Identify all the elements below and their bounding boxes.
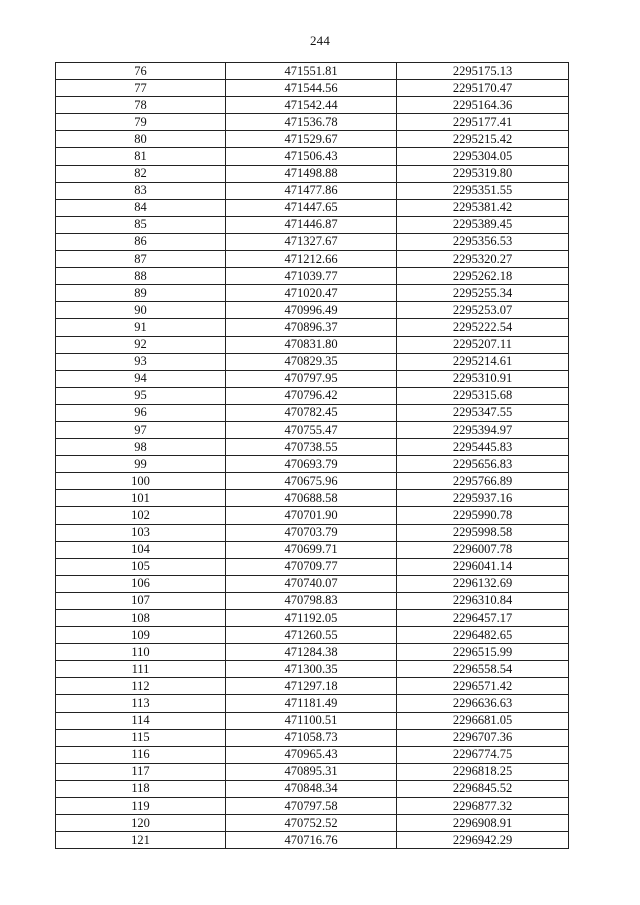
coordinates-table-body: [56, 63, 569, 849]
y-coordinate-cell: 2296310.84: [397, 592, 569, 609]
point-number-cell: 89: [56, 285, 226, 302]
y-coordinate-cell: 2296818.25: [397, 763, 569, 780]
y-coordinate-cell: 2296041.14: [397, 558, 569, 575]
x-coordinate-cell: 471284.38: [226, 644, 397, 661]
point-number-cell: 115: [56, 729, 226, 746]
x-coordinate-cell: 470829.35: [226, 353, 397, 370]
point-number-cell: 99: [56, 456, 226, 473]
table-row: [56, 319, 569, 336]
point-number-cell: 94: [56, 370, 226, 387]
table-row: [56, 541, 569, 558]
y-coordinate-cell: 2295389.45: [397, 216, 569, 233]
y-coordinate-cell: 2295214.61: [397, 353, 569, 370]
x-coordinate-cell: 471536.78: [226, 114, 397, 131]
table-row: [56, 832, 569, 849]
x-coordinate-cell: 470848.34: [226, 780, 397, 797]
y-coordinate-cell: 2295937.16: [397, 490, 569, 507]
table-row: [56, 678, 569, 695]
point-number-cell: 120: [56, 815, 226, 832]
page-number: 244: [309, 33, 331, 48]
y-coordinate-cell: 2295990.78: [397, 507, 569, 524]
table-row: [56, 421, 569, 438]
table-row: [56, 80, 569, 97]
y-coordinate-cell: 2295319.80: [397, 165, 569, 182]
point-number-cell: 102: [56, 507, 226, 524]
x-coordinate-cell: 471446.87: [226, 216, 397, 233]
table-row: [56, 182, 569, 199]
x-coordinate-cell: 471181.49: [226, 695, 397, 712]
point-number-cell: 78: [56, 97, 226, 114]
x-coordinate-cell: 471260.55: [226, 627, 397, 644]
table-row: [56, 575, 569, 592]
table-row: [56, 251, 569, 268]
point-number-cell: 76: [56, 63, 226, 80]
x-coordinate-cell: 470797.58: [226, 798, 397, 815]
point-number-cell: 112: [56, 678, 226, 695]
point-number-cell: 80: [56, 131, 226, 148]
table-row: [56, 661, 569, 678]
x-coordinate-cell: 471551.81: [226, 63, 397, 80]
x-coordinate-cell: 470699.71: [226, 541, 397, 558]
table-row: [56, 558, 569, 575]
x-coordinate-cell: 471498.88: [226, 165, 397, 182]
point-number-cell: 98: [56, 439, 226, 456]
x-coordinate-cell: 471506.43: [226, 148, 397, 165]
table-row: [56, 644, 569, 661]
y-coordinate-cell: 2295222.54: [397, 319, 569, 336]
table-row: [56, 627, 569, 644]
y-coordinate-cell: 2296515.99: [397, 644, 569, 661]
table-row: [56, 233, 569, 250]
point-number-cell: 86: [56, 233, 226, 250]
y-coordinate-cell: 2296132.69: [397, 575, 569, 592]
point-number-cell: 104: [56, 541, 226, 558]
point-number-cell: 107: [56, 592, 226, 609]
table-row: [56, 524, 569, 541]
table-row: [56, 131, 569, 148]
y-coordinate-cell: 2295170.47: [397, 80, 569, 97]
table-row: [56, 746, 569, 763]
table-row: [56, 148, 569, 165]
x-coordinate-cell: 471327.67: [226, 233, 397, 250]
x-coordinate-cell: 471297.18: [226, 678, 397, 695]
x-coordinate-cell: 470831.80: [226, 336, 397, 353]
x-coordinate-cell: 470796.42: [226, 387, 397, 404]
x-coordinate-cell: 470740.07: [226, 575, 397, 592]
y-coordinate-cell: 2295766.89: [397, 473, 569, 490]
y-coordinate-cell: 2295998.58: [397, 524, 569, 541]
y-coordinate-cell: 2295445.83: [397, 439, 569, 456]
y-coordinate-cell: 2295381.42: [397, 199, 569, 216]
y-coordinate-cell: 2296681.05: [397, 712, 569, 729]
table-row: [56, 610, 569, 627]
table-row: [56, 439, 569, 456]
point-number-cell: 108: [56, 610, 226, 627]
table-row: [56, 695, 569, 712]
x-coordinate-cell: 470797.95: [226, 370, 397, 387]
point-number-cell: 88: [56, 268, 226, 285]
x-coordinate-cell: 471544.56: [226, 80, 397, 97]
x-coordinate-cell: 470738.55: [226, 439, 397, 456]
point-number-cell: 121: [56, 832, 226, 849]
x-coordinate-cell: 470675.96: [226, 473, 397, 490]
x-coordinate-cell: 470755.47: [226, 421, 397, 438]
table-row: [56, 387, 569, 404]
table-row: [56, 302, 569, 319]
table-row: [56, 815, 569, 832]
point-number-cell: 87: [56, 251, 226, 268]
point-number-cell: 114: [56, 712, 226, 729]
y-coordinate-cell: 2296571.42: [397, 678, 569, 695]
point-number-cell: 77: [56, 80, 226, 97]
table-row: [56, 780, 569, 797]
table-row: [56, 268, 569, 285]
point-number-cell: 117: [56, 763, 226, 780]
y-coordinate-cell: 2296774.75: [397, 746, 569, 763]
point-number-cell: 105: [56, 558, 226, 575]
y-coordinate-cell: 2295253.07: [397, 302, 569, 319]
table-row: [56, 798, 569, 815]
point-number-cell: 118: [56, 780, 226, 797]
table-row: [56, 216, 569, 233]
y-coordinate-cell: 2295164.36: [397, 97, 569, 114]
x-coordinate-cell: 470798.83: [226, 592, 397, 609]
point-number-cell: 97: [56, 421, 226, 438]
point-number-cell: 116: [56, 746, 226, 763]
point-number-cell: 92: [56, 336, 226, 353]
y-coordinate-cell: 2295356.53: [397, 233, 569, 250]
y-coordinate-cell: 2296707.36: [397, 729, 569, 746]
x-coordinate-cell: 470996.49: [226, 302, 397, 319]
table-row: [56, 490, 569, 507]
x-coordinate-cell: 470701.90: [226, 507, 397, 524]
point-number-cell: 82: [56, 165, 226, 182]
table-row: [56, 763, 569, 780]
point-number-cell: 103: [56, 524, 226, 541]
x-coordinate-cell: 471542.44: [226, 97, 397, 114]
y-coordinate-cell: 2295215.42: [397, 131, 569, 148]
point-number-cell: 110: [56, 644, 226, 661]
point-number-cell: 93: [56, 353, 226, 370]
point-number-cell: 101: [56, 490, 226, 507]
y-coordinate-cell: 2295351.55: [397, 182, 569, 199]
point-number-cell: 81: [56, 148, 226, 165]
point-number-cell: 79: [56, 114, 226, 131]
y-coordinate-cell: 2296908.91: [397, 815, 569, 832]
x-coordinate-cell: 471212.66: [226, 251, 397, 268]
point-number-cell: 106: [56, 575, 226, 592]
point-number-cell: 100: [56, 473, 226, 490]
x-coordinate-cell: 470688.58: [226, 490, 397, 507]
table-row: [56, 285, 569, 302]
y-coordinate-cell: 2296942.29: [397, 832, 569, 849]
table-row: [56, 507, 569, 524]
x-coordinate-cell: 470693.79: [226, 456, 397, 473]
point-number-cell: 111: [56, 661, 226, 678]
x-coordinate-cell: 471058.73: [226, 729, 397, 746]
y-coordinate-cell: 2295320.27: [397, 251, 569, 268]
point-number-cell: 109: [56, 627, 226, 644]
y-coordinate-cell: 2296007.78: [397, 541, 569, 558]
point-number-cell: 119: [56, 798, 226, 815]
x-coordinate-cell: 470709.77: [226, 558, 397, 575]
y-coordinate-cell: 2295347.55: [397, 404, 569, 421]
x-coordinate-cell: 471529.67: [226, 131, 397, 148]
y-coordinate-cell: 2295656.83: [397, 456, 569, 473]
y-coordinate-cell: 2295394.97: [397, 421, 569, 438]
x-coordinate-cell: 470896.37: [226, 319, 397, 336]
x-coordinate-cell: 471039.77: [226, 268, 397, 285]
table-row: [56, 712, 569, 729]
y-coordinate-cell: 2296482.65: [397, 627, 569, 644]
y-coordinate-cell: 2295315.68: [397, 387, 569, 404]
point-number-cell: 95: [56, 387, 226, 404]
y-coordinate-cell: 2295255.34: [397, 285, 569, 302]
x-coordinate-cell: 471300.35: [226, 661, 397, 678]
x-coordinate-cell: 471447.65: [226, 199, 397, 216]
x-coordinate-cell: 470752.52: [226, 815, 397, 832]
table-row: [56, 63, 569, 80]
point-number-cell: 91: [56, 319, 226, 336]
table-row: [56, 114, 569, 131]
y-coordinate-cell: 2295304.05: [397, 148, 569, 165]
x-coordinate-cell: 470703.79: [226, 524, 397, 541]
point-number-cell: 83: [56, 182, 226, 199]
table-row: [56, 370, 569, 387]
point-number-cell: 113: [56, 695, 226, 712]
x-coordinate-cell: 470965.43: [226, 746, 397, 763]
point-number-cell: 96: [56, 404, 226, 421]
table-row: [56, 336, 569, 353]
y-coordinate-cell: 2296636.63: [397, 695, 569, 712]
x-coordinate-cell: 470895.31: [226, 763, 397, 780]
y-coordinate-cell: 2295207.11: [397, 336, 569, 353]
point-number-cell: 84: [56, 199, 226, 216]
x-coordinate-cell: 471020.47: [226, 285, 397, 302]
x-coordinate-cell: 470782.45: [226, 404, 397, 421]
y-coordinate-cell: 2295310.91: [397, 370, 569, 387]
point-number-cell: 85: [56, 216, 226, 233]
y-coordinate-cell: 2295177.41: [397, 114, 569, 131]
coordinates-table: [55, 62, 569, 849]
x-coordinate-cell: 471100.51: [226, 712, 397, 729]
table-row: [56, 473, 569, 490]
x-coordinate-cell: 471192.05: [226, 610, 397, 627]
table-row: [56, 97, 569, 114]
y-coordinate-cell: 2295262.18: [397, 268, 569, 285]
table-row: [56, 199, 569, 216]
y-coordinate-cell: 2296877.32: [397, 798, 569, 815]
point-number-cell: 90: [56, 302, 226, 319]
y-coordinate-cell: 2295175.13: [397, 63, 569, 80]
table-row: [56, 729, 569, 746]
table-row: [56, 165, 569, 182]
y-coordinate-cell: 2296558.54: [397, 661, 569, 678]
table-row: [56, 404, 569, 421]
x-coordinate-cell: 471477.86: [226, 182, 397, 199]
y-coordinate-cell: 2296845.52: [397, 780, 569, 797]
x-coordinate-cell: 470716.76: [226, 832, 397, 849]
table-row: [56, 592, 569, 609]
y-coordinate-cell: 2296457.17: [397, 610, 569, 627]
table-row: [56, 353, 569, 370]
table-row: [56, 456, 569, 473]
